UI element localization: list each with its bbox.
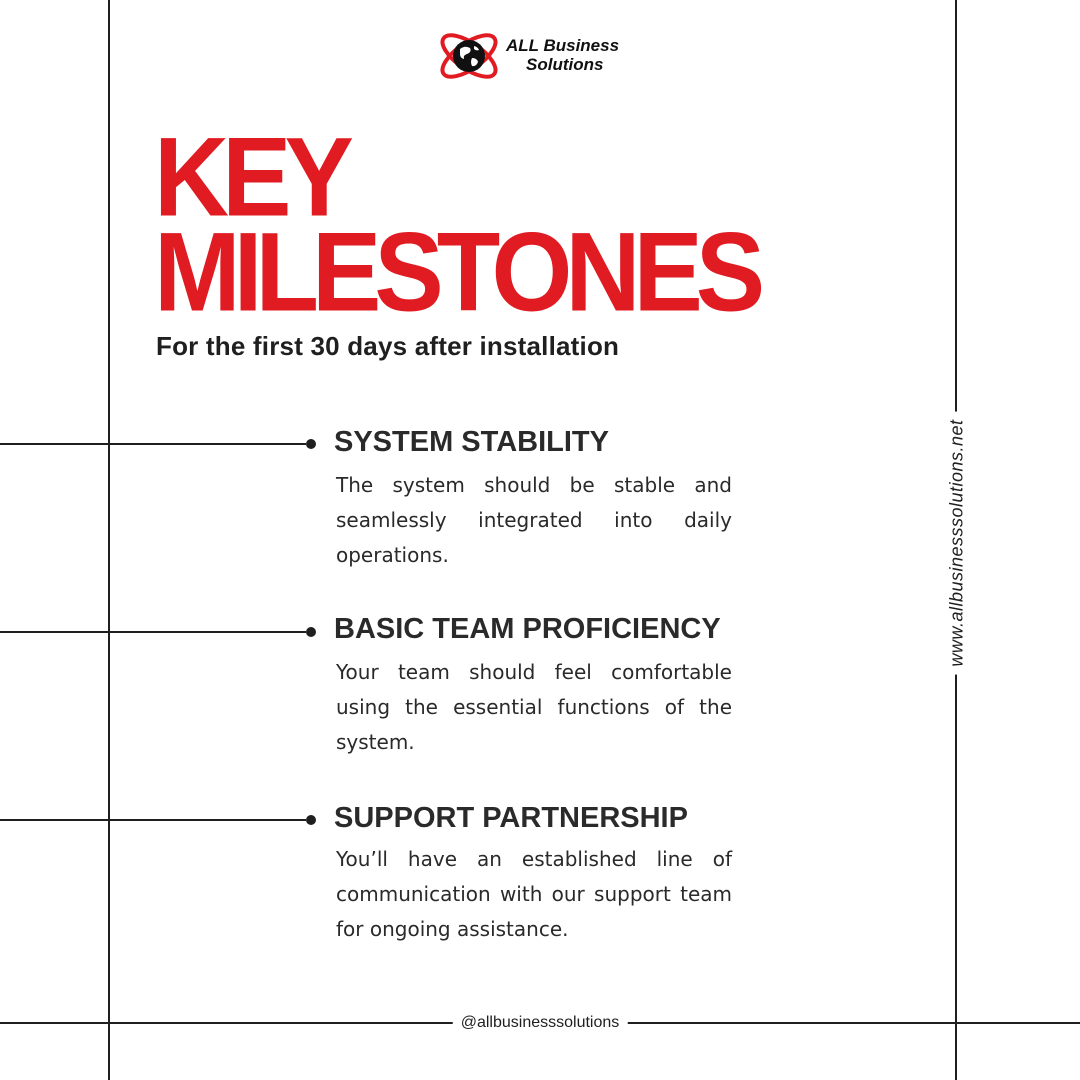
- bullet-icon: [306, 815, 316, 825]
- subtitle: For the first 30 days after installation: [156, 331, 620, 361]
- connector-line-1: [0, 443, 306, 445]
- social-handle[interactable]: @allbusinesssolutions: [453, 1014, 628, 1032]
- milestone-body-3: You’ll have an established line of communication with our support team for ongoing assistance.: [336, 847, 732, 941]
- brand-name-line1: ALL Business: [506, 36, 620, 55]
- milestone-title-3: SUPPORT PARTNERSHIP: [334, 802, 688, 834]
- milestone-title-2: BASIC TEAM PROFICIENCY: [334, 613, 721, 645]
- brand-logo: [436, 22, 656, 90]
- title-line-2: MILESTONES: [154, 209, 759, 336]
- page-title: [154, 114, 759, 336]
- globe-orbit-icon: [436, 22, 504, 90]
- bullet-icon: [306, 627, 316, 637]
- connector-line-2: [0, 631, 306, 633]
- website-link[interactable]: www.allbusinesssolutions.net: [947, 411, 968, 674]
- connector-line-3: [0, 819, 306, 821]
- milestone-body-1: The system should be stable and seamlessly integrated into daily operations.: [336, 473, 732, 567]
- brand-name-line2: Solutions: [526, 55, 604, 74]
- title-line-1: KEY: [154, 114, 347, 241]
- milestone-body-2: Your team should feel comfortable using the essential functions of the system.: [336, 660, 732, 754]
- frame-left-line: [108, 0, 110, 1080]
- milestone-title-1: SYSTEM STABILITY: [334, 426, 609, 458]
- bullet-icon: [306, 439, 316, 449]
